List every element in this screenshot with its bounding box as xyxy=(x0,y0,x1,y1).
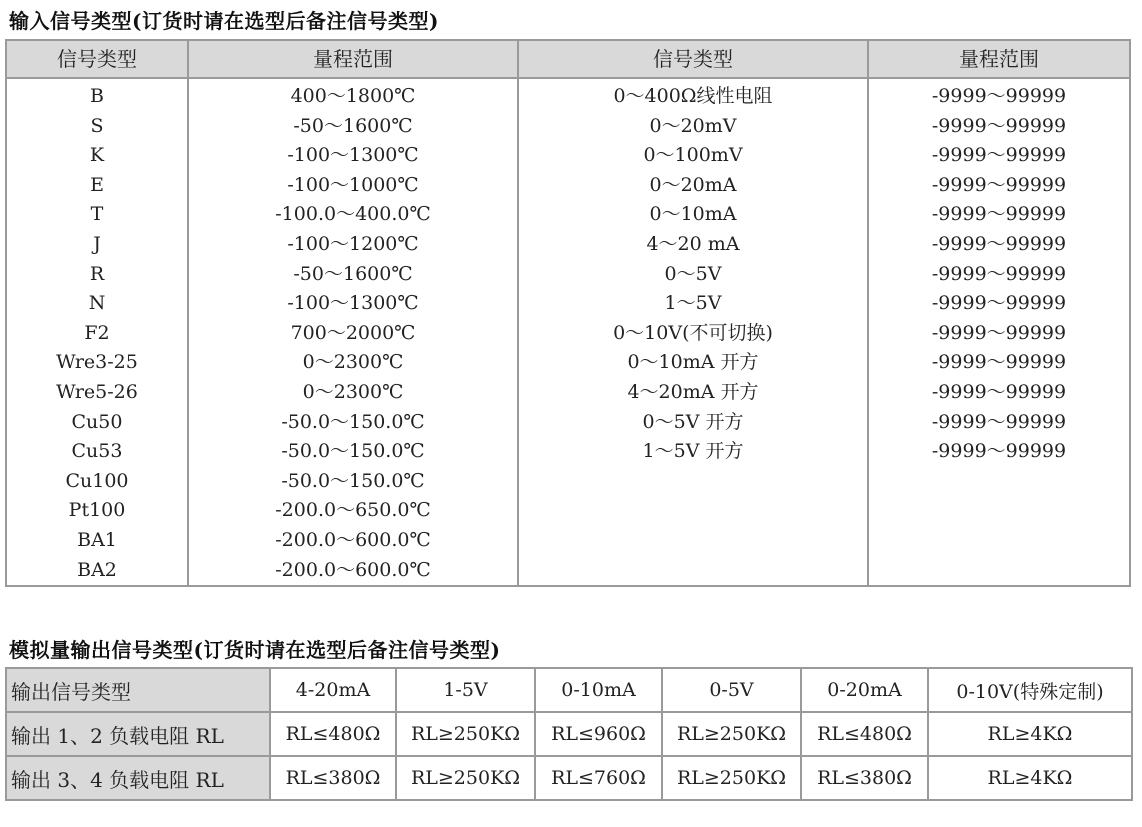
input-col-range xyxy=(189,41,519,585)
signal-type-cell: Pt100 xyxy=(68,499,126,522)
input-signal-title: 输入信号类型(订货时请在选型后备注信号类型) xyxy=(9,9,439,33)
range-cell: -50.0～150.0℃ xyxy=(281,440,425,463)
range-cell: -100～1300℃ xyxy=(287,144,419,167)
output-cell: 4-20mA xyxy=(270,668,396,712)
header-signal-type-2: 信号类型 xyxy=(653,47,733,71)
signal-type-cell: BA1 xyxy=(77,528,117,551)
signal-type-cell: 0～5V 开方 xyxy=(642,410,744,433)
table-row xyxy=(6,712,1132,756)
range-cell: 0～2300℃ xyxy=(302,380,404,403)
range-cell: -9999～99999 xyxy=(931,292,1067,315)
range-cell: -9999～99999 xyxy=(931,262,1067,285)
row-label: 输出 3、4 负载电阻 RL xyxy=(6,756,270,800)
range-cell: -9999～99999 xyxy=(931,173,1067,196)
range-cell: -9999～99999 xyxy=(931,85,1067,107)
input-signal-table xyxy=(5,39,1131,587)
range-cell: 700～2000℃ xyxy=(290,321,416,344)
signal-type-cell: 0～5V xyxy=(664,262,722,285)
signal-type-cell: T xyxy=(90,203,104,226)
input-col-signal-type-2 xyxy=(519,41,869,585)
input-col-range-2 xyxy=(869,41,1129,585)
signal-type-cell: 4～20mA 开方 xyxy=(627,380,759,403)
row-label: 输出 1、2 负载电阻 RL xyxy=(6,712,270,756)
output-cell: RL≤380Ω xyxy=(801,756,928,800)
range-cell: -9999～99999 xyxy=(931,351,1067,374)
range-cell: -9999～99999 xyxy=(931,321,1067,344)
header-range: 量程范围 xyxy=(313,47,393,71)
range-cell: -9999～99999 xyxy=(931,144,1067,167)
signal-type-cell: F2 xyxy=(84,321,110,344)
output-cell: 0-10V(特殊定制) xyxy=(928,668,1132,712)
range-cell: -50.0～150.0℃ xyxy=(281,469,425,492)
output-cell: RL≤760Ω xyxy=(535,756,662,800)
signal-type-cell: 0～10V(不可切换) xyxy=(613,321,773,344)
signal-type-cell: 0～10mA xyxy=(649,203,737,226)
range-cell: -9999～99999 xyxy=(931,203,1067,226)
range-cell: -200.0～650.0℃ xyxy=(275,499,431,522)
output-cell: RL≥250KΩ xyxy=(396,712,535,756)
output-cell: RL≥250KΩ xyxy=(662,712,801,756)
range-cell: -9999～99999 xyxy=(931,440,1067,463)
range-cell: -50～1600℃ xyxy=(293,114,413,137)
output-signal-table xyxy=(5,667,1133,801)
signal-type-cell: 0～100mV xyxy=(643,144,743,167)
range-cell: -100～1200℃ xyxy=(287,232,419,255)
output-cell: 0-10mA xyxy=(535,668,662,712)
range-cell: -9999～99999 xyxy=(931,410,1067,433)
row-label: 输出信号类型 xyxy=(6,668,270,712)
signal-type-cell: J xyxy=(93,232,101,255)
header-signal-type: 信号类型 xyxy=(57,47,137,71)
signal-type-cell: E xyxy=(90,173,104,196)
range-cell: -100.0～400.0℃ xyxy=(275,203,431,226)
range-cell: -100～1300℃ xyxy=(287,292,419,315)
signal-type-cell: 0～400Ω线性电阻 xyxy=(613,85,773,107)
signal-type-cell: 0～20mV xyxy=(649,114,737,137)
table-row xyxy=(6,668,1132,712)
signal-type-cell: 1～5V 开方 xyxy=(642,440,744,463)
signal-type-cell: Cu100 xyxy=(65,469,129,492)
signal-type-cell: 1～5V xyxy=(664,292,722,315)
output-cell: RL≥4KΩ xyxy=(928,712,1132,756)
range-cell: 0～2300℃ xyxy=(302,351,404,374)
signal-type-cell: B xyxy=(90,85,104,107)
range-cell: -50.0～150.0℃ xyxy=(281,410,425,433)
output-cell: 0-20mA xyxy=(801,668,928,712)
output-cell: RL≤480Ω xyxy=(270,712,396,756)
range-cell: -100～1000℃ xyxy=(287,173,419,196)
output-cell: RL≥250KΩ xyxy=(396,756,535,800)
output-cell: RL≤380Ω xyxy=(270,756,396,800)
input-col-signal-type xyxy=(7,41,189,585)
signal-type-cell: Wre3-25 xyxy=(56,351,138,374)
signal-type-cell: Cu50 xyxy=(71,410,123,433)
output-cell: 1-5V xyxy=(396,668,535,712)
output-cell: RL≥4KΩ xyxy=(928,756,1132,800)
table-row xyxy=(6,756,1132,800)
output-cell: RL≥250KΩ xyxy=(662,756,801,800)
signal-type-cell: 0～10mA 开方 xyxy=(627,351,759,374)
signal-type-cell: 4～20 mA xyxy=(646,232,740,255)
output-cell: 0-5V xyxy=(662,668,801,712)
output-cell: RL≤480Ω xyxy=(801,712,928,756)
signal-type-cell: N xyxy=(88,292,106,315)
range-cell: -9999～99999 xyxy=(931,380,1067,403)
signal-type-cell: Wre5-26 xyxy=(56,380,138,403)
range-cell: -50～1600℃ xyxy=(293,262,413,285)
range-cell: -200.0～600.0℃ xyxy=(275,528,431,551)
range-cell: -9999～99999 xyxy=(931,232,1067,255)
header-range-2: 量程范围 xyxy=(959,47,1039,71)
range-cell: -200.0～600.0℃ xyxy=(275,558,431,581)
signal-type-cell: 0～20mA xyxy=(649,173,737,196)
range-cell: 400～1800℃ xyxy=(290,85,416,107)
signal-type-cell: R xyxy=(89,262,105,285)
signal-type-cell: Cu53 xyxy=(71,440,123,463)
range-cell: -9999～99999 xyxy=(931,114,1067,137)
signal-type-cell: K xyxy=(89,144,105,167)
output-cell: RL≤960Ω xyxy=(535,712,662,756)
output-signal-title: 模拟量输出信号类型(订货时请在选型后备注信号类型) xyxy=(9,638,501,662)
signal-type-cell: BA2 xyxy=(77,558,117,581)
signal-type-cell: S xyxy=(90,114,104,137)
